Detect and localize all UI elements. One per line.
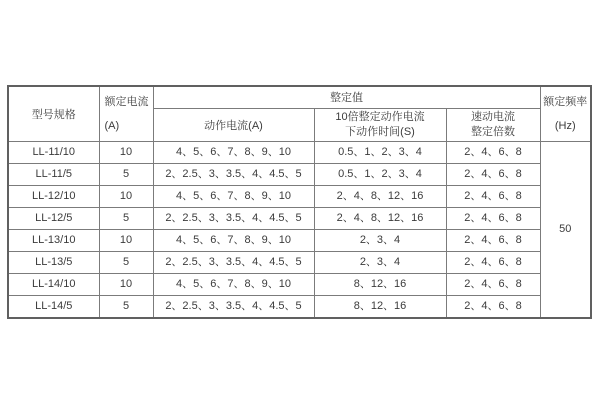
quick-multiple-cell: 2、4、6、8 (446, 207, 540, 229)
table-row (8, 207, 591, 229)
quick-multiple-cell: 2、4、6、8 (446, 273, 540, 295)
header-quick-current-line1: 速动电流 (471, 110, 515, 123)
quick-multiple-cell: 2、4、6、8 (446, 229, 540, 251)
operating-current-cell: 4、5、6、7、8、9、10 (153, 229, 314, 251)
rated-current-cell: 10 (99, 273, 153, 295)
model-cell: LL-11/5 (8, 163, 99, 185)
header-operating-current: 动作电流(A) (153, 108, 314, 141)
header-quick-current-line2: 整定倍数 (471, 125, 515, 138)
rated-current-cell: 10 (99, 141, 153, 163)
operating-time-cell: 2、4、8、12、16 (314, 185, 446, 207)
operating-time-cell: 8、12、16 (314, 295, 446, 318)
model-cell: LL-13/5 (8, 251, 99, 273)
rated-frequency-value-cell: 50 (540, 141, 591, 318)
quick-multiple-cell: 2、4、6、8 (446, 141, 540, 163)
rated-current-cell: 5 (99, 163, 153, 185)
table-row (8, 185, 591, 207)
table-row (8, 229, 591, 251)
rated-current-cell: 10 (99, 185, 153, 207)
operating-time-cell: 2、3、4 (314, 229, 446, 251)
header-rated-current-line2: (A) (104, 119, 120, 132)
relay-spec-table (7, 85, 592, 319)
header-setting-value: 整定值 (153, 86, 540, 108)
table-row (8, 251, 591, 273)
header-model: 型号规格 (8, 86, 99, 141)
operating-current-cell: 4、5、6、7、8、9、10 (153, 141, 314, 163)
rated-current-cell: 5 (99, 295, 153, 318)
operating-current-cell: 2、2.5、3、3.5、4、4.5、5 (153, 251, 314, 273)
header-quick-current (446, 108, 540, 141)
operating-current-cell: 2、2.5、3、3.5、4、4.5、5 (153, 207, 314, 229)
model-cell: LL-13/10 (8, 229, 99, 251)
operating-time-cell: 0.5、1、2、3、4 (314, 163, 446, 185)
table-row (8, 273, 591, 295)
header-rated-frequency-line2: (Hz) (554, 119, 576, 132)
quick-multiple-cell: 2、4、6、8 (446, 295, 540, 318)
model-cell: LL-12/10 (8, 185, 99, 207)
table-row (8, 295, 591, 318)
operating-current-cell: 4、5、6、7、8、9、10 (153, 273, 314, 295)
header-rated-current (99, 86, 153, 141)
model-cell: LL-11/10 (8, 141, 99, 163)
model-cell: LL-14/5 (8, 295, 99, 318)
rated-current-cell: 10 (99, 229, 153, 251)
operating-current-cell: 2、2.5、3、3.5、4、4.5、5 (153, 163, 314, 185)
operating-current-cell: 2、2.5、3、3.5、4、4.5、5 (153, 295, 314, 318)
quick-multiple-cell: 2、4、6、8 (446, 163, 540, 185)
rated-current-cell: 5 (99, 207, 153, 229)
header-operating-time (314, 108, 446, 141)
operating-current-cell: 4、5、6、7、8、9、10 (153, 185, 314, 207)
table-row (8, 141, 591, 163)
model-cell: LL-12/5 (8, 207, 99, 229)
header-rated-frequency-line1: 额定频率 (543, 95, 588, 108)
operating-time-cell: 2、3、4 (314, 251, 446, 273)
model-cell: LL-14/10 (8, 273, 99, 295)
header-operating-time-line2: 下动作时间(S) (345, 125, 415, 138)
operating-time-cell: 8、12、16 (314, 273, 446, 295)
operating-time-cell: 2、4、8、12、16 (314, 207, 446, 229)
quick-multiple-cell: 2、4、6、8 (446, 251, 540, 273)
header-rated-current-line1: 额定电流 (104, 95, 149, 108)
table-row (8, 163, 591, 185)
rated-current-cell: 5 (99, 251, 153, 273)
quick-multiple-cell: 2、4、6、8 (446, 185, 540, 207)
header-row-top (8, 86, 591, 108)
header-rated-frequency (540, 86, 591, 141)
header-operating-time-line1: 10倍整定动作电流 (335, 110, 425, 123)
operating-time-cell: 0.5、1、2、3、4 (314, 141, 446, 163)
